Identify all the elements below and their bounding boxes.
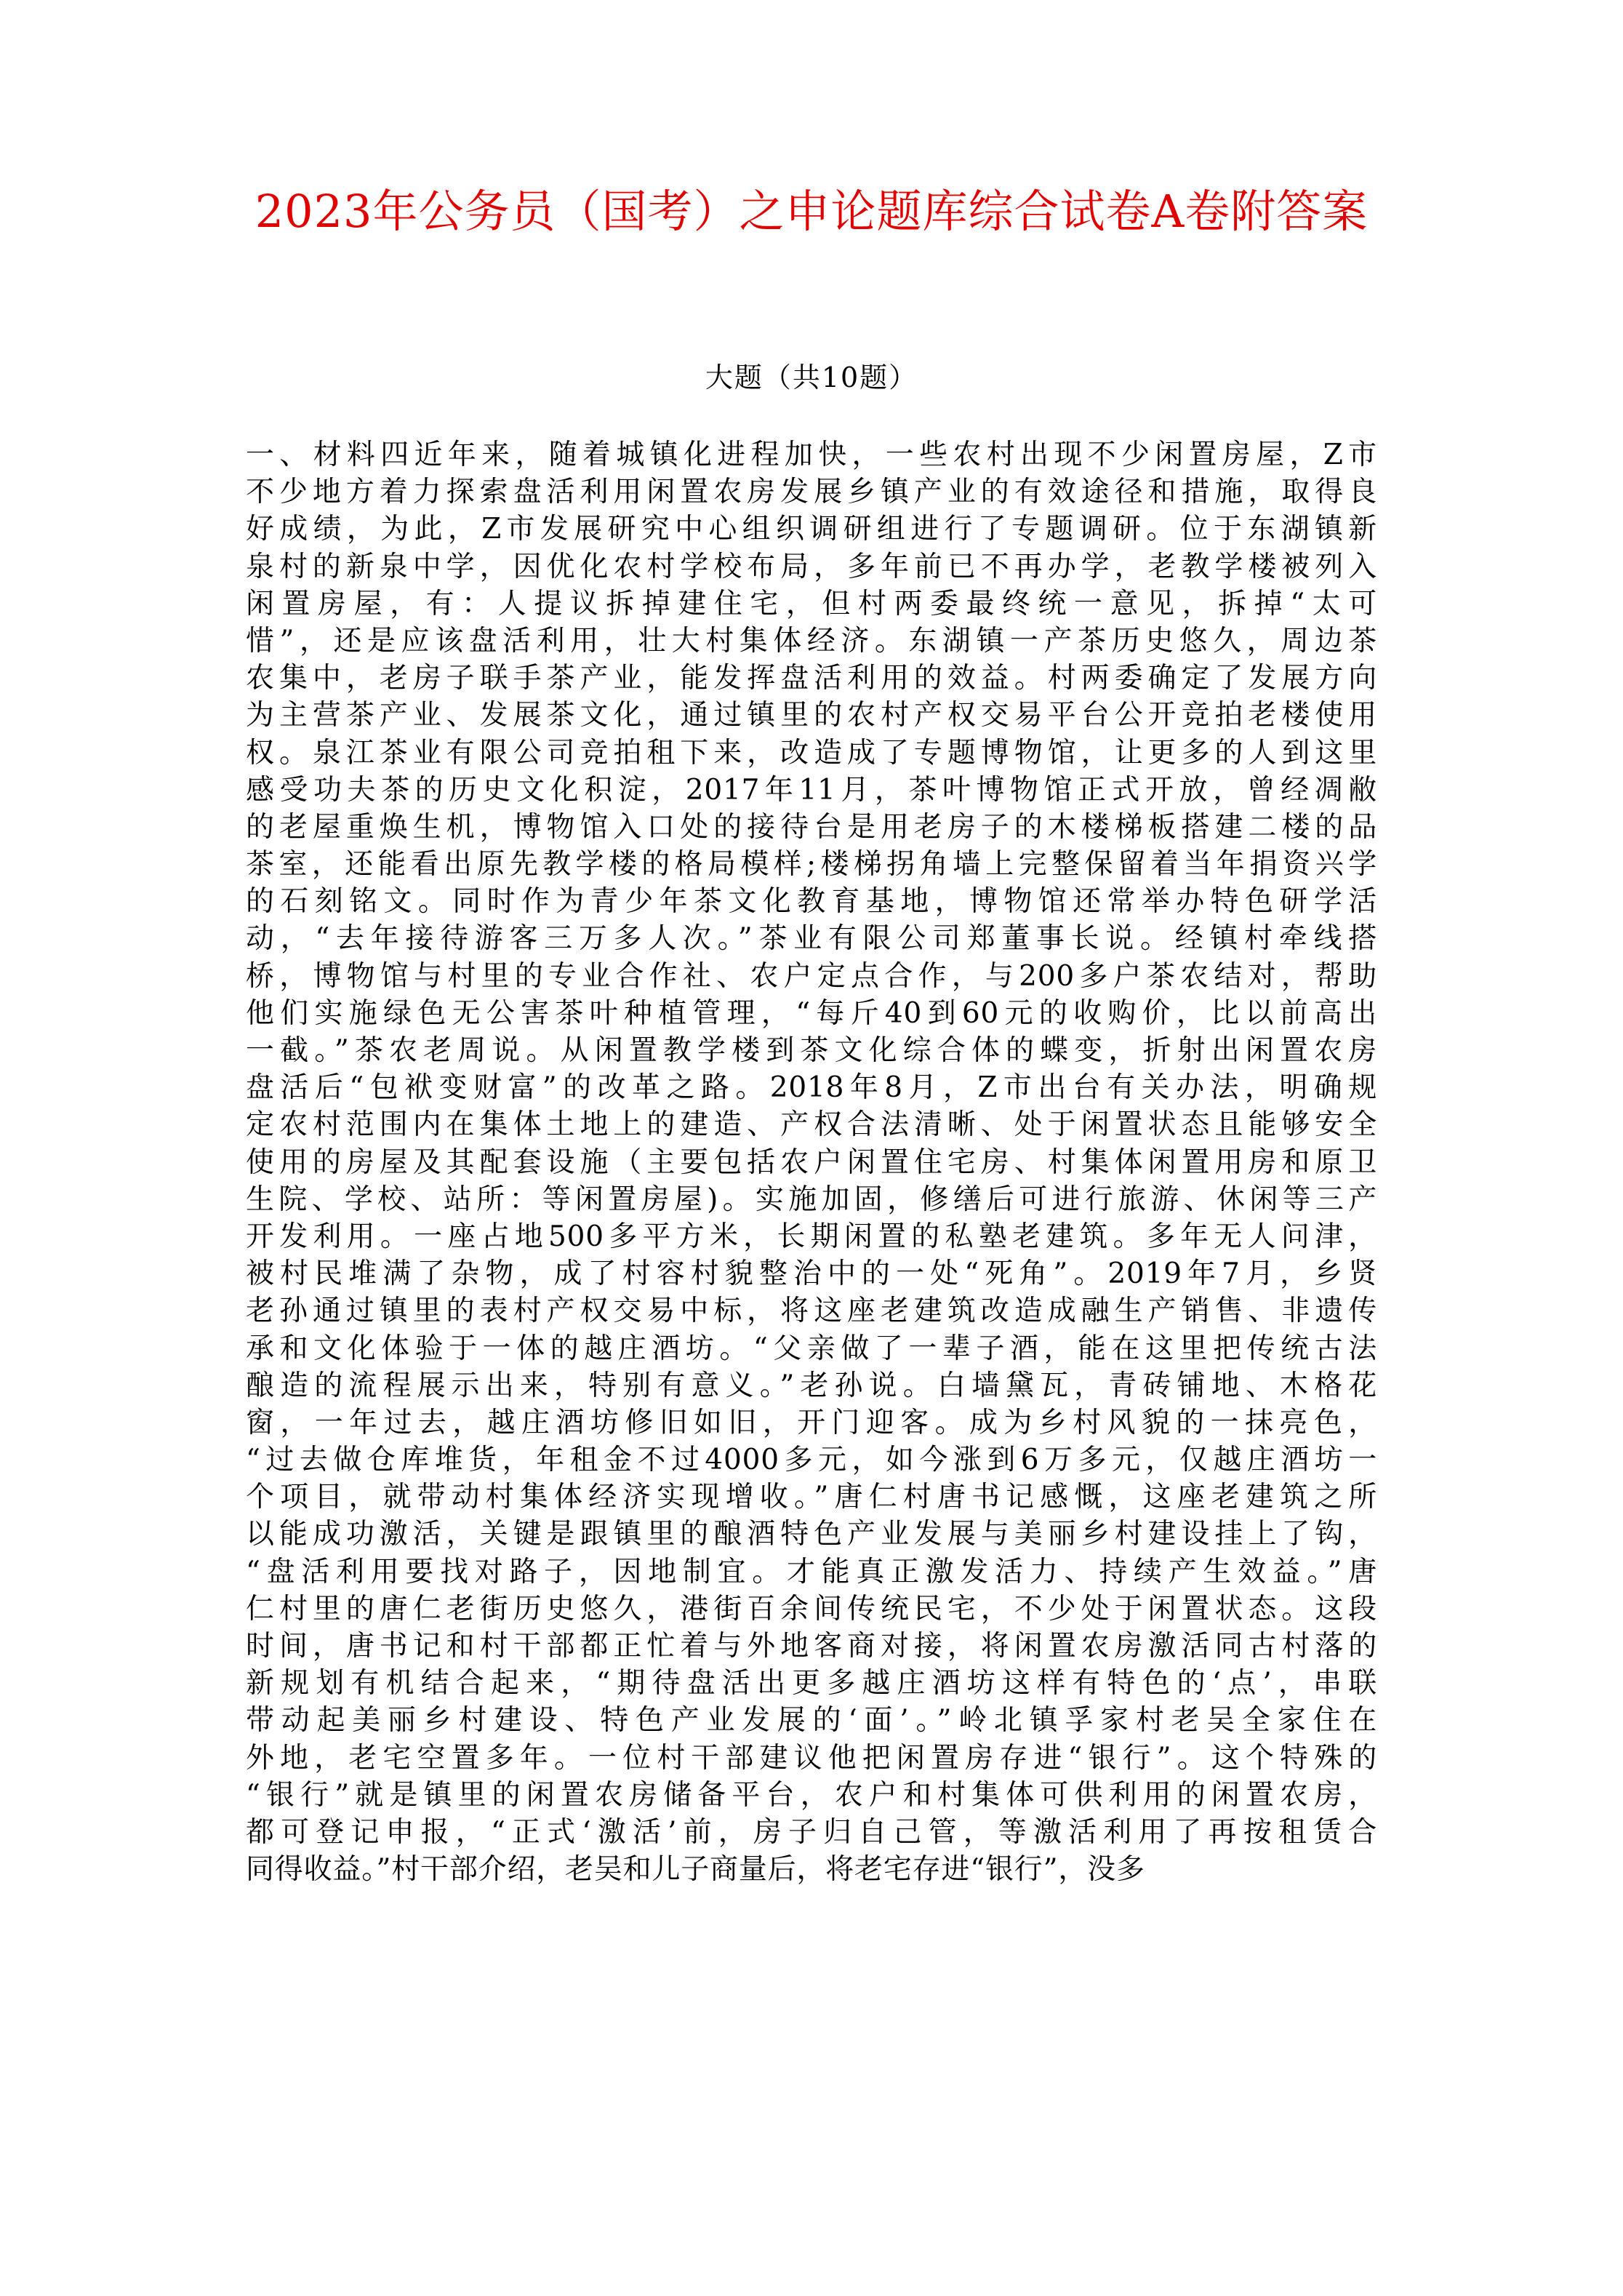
body-line: 他们实施绿色无公害茶叶种植管理，“每斤40到60元的收购价，比以前高出 xyxy=(246,996,1377,1030)
body-line: 新规划有机结合起来，“期待盘活出更多越庄酒坊这样有特色的‘点’，串联 xyxy=(246,1667,1377,1700)
body-line: 权。泉江茶业有限公司竞拍租下来，改造成了专题博物馆，让更多的人到这里 xyxy=(246,736,1377,769)
body-line: 同得收益。”村干部介绍，老吴和儿子商量后，将老宅存进“银行”，没多 xyxy=(246,1853,1145,1887)
body-line: 一、材料四近年来，随着城镇化进程加快，一些农村出现不少闲置房屋，Z市 xyxy=(246,439,1377,471)
body-line: 带动起美丽乡村建设、特色产业发展的‘面’。”岭北镇孚家村老吴全家住在 xyxy=(246,1704,1377,1737)
body-line: 一截。”茶农老周说。从闲置教学楼到茶文化综合体的蝶变，折射出闲置农房 xyxy=(246,1034,1377,1067)
body-line: 农集中，老房子联手茶产业，能发挥盘活利用的效益。村两委确定了发展方向 xyxy=(246,662,1377,695)
body-line: 盘活后“包袱变财富”的改革之路。2018年8月，Z市出台有关办法，明确规 xyxy=(246,1071,1377,1105)
body-line: 桥，博物馆与村里的专业合作社、农户定点合作，与200多户茶农结对，帮助 xyxy=(246,959,1377,993)
body-line: 被村民堆满了杂物，成了村容村貌整治中的一处“死角”。2019年7月，乡贤 xyxy=(246,1257,1377,1291)
body-line: 闲置房屋，有：人提议拆掉建住宅，但村两委最终统一意见，拆掉“太可 xyxy=(246,587,1377,620)
body-line: 茶室，还能看出原先教学楼的格局模样;楼梯拐角墙上完整保留着当年捐资兴学 xyxy=(246,848,1377,881)
question-body xyxy=(246,436,1377,1888)
body-line: 感受功夫茶的历史文化积淀，2017年11月，茶叶博物馆正式开放，曾经凋敝 xyxy=(246,773,1377,807)
body-line: 生院、学校、站所：等闲置房屋)。实施加固，修缮后可进行旅游、休闲等三产 xyxy=(246,1183,1377,1216)
body-line: “盘活利用要找对路子，因地制宜。才能真正激发活力、持续产生效益。”唐 xyxy=(246,1555,1377,1588)
body-line: 仁村里的唐仁老街历史悠久，港街百余间传统民宅，不少处于闲置状态。这段 xyxy=(246,1592,1377,1625)
section-heading: 大题（共10题） xyxy=(705,361,918,393)
body-line: “银行”就是镇里的闲置农房储备平台，农户和村集体可供利用的闲置农房， xyxy=(246,1778,1377,1812)
body-line: 外地，老宅空置多年。一位村干部建议他把闲置房存进“银行”。这个特殊的 xyxy=(246,1741,1377,1775)
body-line: 开发利用。一座占地500多平方米，长期闲置的私塾老建筑。多年无人问津， xyxy=(246,1220,1377,1253)
body-line: 的老屋重焕生机，博物馆入口处的接待台是用老房子的木楼梯板搭建二楼的品 xyxy=(246,810,1377,844)
body-line: 好成绩，为此，Z市发展研究中心组织调研组进行了专题调研。位于东湖镇新 xyxy=(246,513,1377,546)
body-line: 承和文化体验于一体的越庄酒坊。“父亲做了一辈子酒，能在这里把传统古法 xyxy=(246,1332,1377,1365)
body-line: 都可登记申报，“正式‘激活’前，房子归自己管，等激活利用了再按租赁合 xyxy=(246,1815,1377,1849)
body-line: 的石刻铭文。同时作为青少年茶文化教育基地，博物馆还常举办特色研学活 xyxy=(246,885,1377,919)
body-line: 定农村范围内在集体土地上的建造、产权合法清晰、处于闲置状态且能够安全 xyxy=(246,1108,1377,1142)
body-line: 时间，唐书记和村干部都正忙着与外地客商对接，将闲置农房激活同古村落的 xyxy=(246,1630,1377,1663)
body-line: 个项目，就带动村集体经济实现增收。”唐仁村唐书记感慨，这座老建筑之所 xyxy=(246,1481,1377,1514)
body-line: 不少地方着力探索盘活利用闲置农房发展乡镇产业的有效途径和措施，取得良 xyxy=(246,476,1377,509)
body-line: “过去做仓库堆货，年租金不过4000多元，如今涨到6万多元，仅越庄酒坊一 xyxy=(246,1444,1377,1477)
body-line: 泉村的新泉中学，因优化农村学校布局，多年前已不再办学，老教学楼被列入 xyxy=(246,550,1377,583)
body-line: 以能成功激活，关键是跟镇里的酿酒特色产业发展与美丽乡村建设挂上了钩， xyxy=(246,1518,1377,1551)
body-line: 酿造的流程展示出来，特别有意义。”老孙说。白墙黛瓦，青砖铺地、木格花 xyxy=(246,1369,1377,1402)
body-line: 窗，一年过去，越庄酒坊修旧如旧，开门迎客。成为乡村风貌的一抹亮色， xyxy=(246,1406,1377,1439)
body-line: 惜”，还是应该盘活利用，壮大村集体经济。东湖镇一产茶历史悠久，周边茶 xyxy=(246,624,1377,657)
document-title: 2023年公务员（国考）之申论题库综合试卷A卷附答案 xyxy=(255,185,1368,238)
body-line: 老孙通过镇里的表村产权交易中标，将这座老建筑改造成融生产销售、非遗传 xyxy=(246,1295,1377,1328)
body-line: 动，“去年接待游客三万多人次。”茶业有限公司郑董事长说。经镇村牵线搭 xyxy=(246,922,1377,956)
body-line: 使用的房屋及其配套设施（主要包括农户闲置住宅房、村集体闲置用房和原卫 xyxy=(246,1145,1377,1179)
body-line: 为主营茶产业、发展茶文化，通过镇里的农村产权交易平台公开竞拍老楼使用 xyxy=(246,699,1377,732)
